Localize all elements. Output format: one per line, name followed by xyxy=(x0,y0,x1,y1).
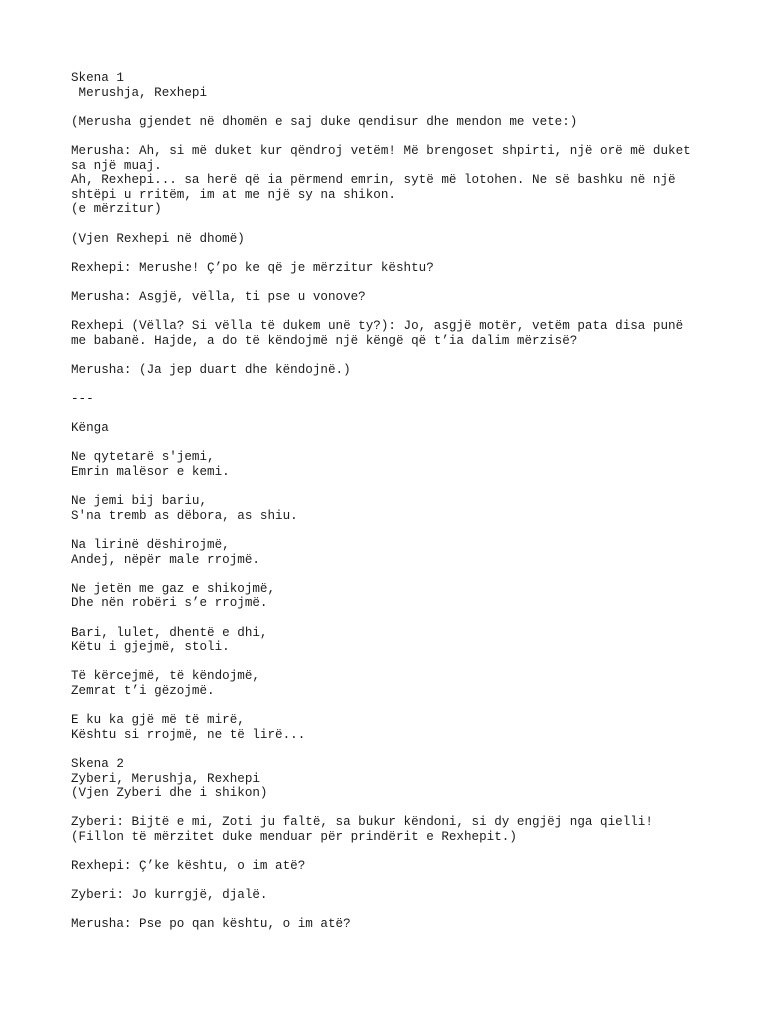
text-line: Skena 2 xyxy=(71,756,124,771)
paragraph xyxy=(71,669,731,698)
paragraph xyxy=(71,319,731,348)
text-line: Rexhepi (Vëlla? Si vëlla të dukem unë ty?): Jo, asgjë motër, vetëm pata disa punë xyxy=(71,319,684,334)
text-line: Skena 1 xyxy=(71,71,124,85)
text-line: Emrin malësor e kemi. xyxy=(71,465,230,480)
text-line: sa një muaj. xyxy=(71,158,162,173)
text-line: shtëpi u rritëm, im at me një sy na shikon. xyxy=(71,187,396,202)
text-line: Merushja, Rexhepi xyxy=(71,85,208,100)
paragraph xyxy=(71,626,731,655)
paragraph xyxy=(71,450,731,479)
paragraph xyxy=(71,859,731,874)
text-line: Zemrat t’i gëzojmë. xyxy=(71,683,215,698)
paragraph xyxy=(71,538,731,567)
text-line: Zyberi: Bijtë e mi, Zoti ju faltë, sa bukur këndoni, si dy engjëj nga qielli! xyxy=(71,815,653,830)
text-line: Dhe nën robëri s’e rrojmë. xyxy=(71,596,268,611)
text-line: Andej, nëpër male rrojmë. xyxy=(71,552,260,567)
text-line: Zyberi, Merushja, Rexhepi xyxy=(71,771,260,786)
text-line: Merusha: Ah, si më duket kur qëndroj vetëm! Më brengoset shpirti, një orë më duket xyxy=(71,143,691,158)
text-line: E ku ka gjë më të mirë, xyxy=(71,713,245,728)
paragraph xyxy=(71,888,731,903)
paragraph xyxy=(71,144,731,217)
text-line: Merusha: Pse po qan kështu, o im atë? xyxy=(71,917,351,932)
text-line: Bari, lulet, dhentë e dhi, xyxy=(71,625,268,640)
text-line: (e mërzitur) xyxy=(71,202,162,217)
text-line: Ne jetën me gaz e shikojmë, xyxy=(71,581,276,596)
paragraph xyxy=(71,363,731,378)
text-line: Ne qytetarë s'jemi, xyxy=(71,450,215,465)
text-line: Të kërcejmë, të këndojmë, xyxy=(71,669,260,684)
paragraph xyxy=(71,232,731,247)
paragraph xyxy=(71,582,731,611)
text-line: Na lirinë dëshirojmë, xyxy=(71,538,230,552)
paragraph xyxy=(71,290,731,305)
text-line: Kështu si rrojmë, ne të lirë... xyxy=(71,727,306,742)
text-line: (Vjen Rexhepi në dhomë) xyxy=(71,231,245,246)
text-line: Kënga xyxy=(71,421,109,436)
paragraph xyxy=(71,757,731,801)
paragraph xyxy=(71,421,731,436)
paragraph xyxy=(71,713,731,742)
document-page xyxy=(71,71,731,947)
paragraph xyxy=(71,815,731,844)
paragraph xyxy=(71,71,731,100)
paragraph xyxy=(71,494,731,523)
text-line: Rexhepi: Merushe! Ç’po ke që je mërzitur kështu? xyxy=(71,260,434,275)
text-line: Merusha: (Ja jep duart dhe këndojnë.) xyxy=(71,362,351,377)
text-line: Merusha: Asgjë, vëlla, ti pse u vonove? xyxy=(71,289,366,304)
text-line: (Merusha gjendet në dhomën e saj duke qendisur dhe mendon me vete:) xyxy=(71,114,578,129)
text-line: Rexhepi: Ç’ke kështu, o im atë? xyxy=(71,859,306,874)
text-line: Ne jemi bij bariu, xyxy=(71,494,208,509)
text-line: S'na tremb as dëbora, as shiu. xyxy=(71,508,298,523)
paragraph xyxy=(71,115,731,130)
paragraph xyxy=(71,392,731,407)
text-line: --- xyxy=(71,392,94,407)
paragraph xyxy=(71,917,731,932)
text-line: Ah, Rexhepi... sa herë që ia përmend emrin, sytë më lotohen. Ne së bashku në një xyxy=(71,173,676,188)
paragraph xyxy=(71,261,731,276)
text-line: me babanë. Hajde, a do të këndojmë një këngë që t’ia dalim mërzisë? xyxy=(71,333,578,348)
text-line: (Vjen Zyberi dhe i shikon) xyxy=(71,786,268,801)
text-line: Këtu i gjejmë, stoli. xyxy=(71,640,230,655)
text-line: Zyberi: Jo kurrgjë, djalë. xyxy=(71,888,268,903)
text-line: (Fillon të mërzitet duke menduar për prindërit e Rexhepit.) xyxy=(71,829,517,844)
